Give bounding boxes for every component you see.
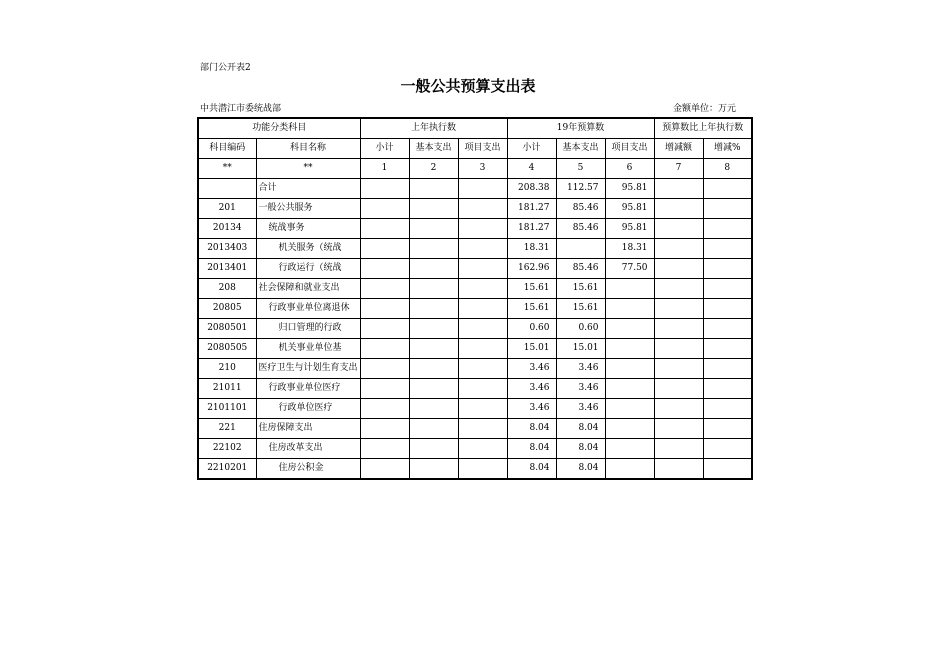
amount-cell xyxy=(654,339,703,359)
amount-cell xyxy=(605,399,654,419)
amount-cell: 85.46 xyxy=(556,259,605,279)
amount-cell: 208.38 xyxy=(507,179,556,199)
col-header: 基本支出 xyxy=(556,139,605,159)
group-header-row xyxy=(198,118,752,139)
table-row xyxy=(198,239,752,259)
table-row xyxy=(198,259,752,279)
amount-cell xyxy=(605,279,654,299)
amount-cell xyxy=(409,459,458,480)
amount-cell xyxy=(654,459,703,480)
amount-cell xyxy=(409,259,458,279)
amount-cell: 3.46 xyxy=(507,359,556,379)
amount-cell: 3.46 xyxy=(507,379,556,399)
amount-cell xyxy=(605,299,654,319)
amount-cell: 15.61 xyxy=(556,279,605,299)
amount-cell xyxy=(654,399,703,419)
amount-cell xyxy=(360,339,409,359)
subject-code: 2080501 xyxy=(198,319,256,339)
amount-cell xyxy=(360,179,409,199)
amount-cell xyxy=(458,359,507,379)
index-cell: 6 xyxy=(605,159,654,179)
subject-code: 20805 xyxy=(198,299,256,319)
col-header: 科目名称 xyxy=(256,139,360,159)
amount-cell: 112.57 xyxy=(556,179,605,199)
amount-cell: 8.04 xyxy=(507,459,556,480)
amount-cell xyxy=(654,439,703,459)
amount-cell xyxy=(360,439,409,459)
table-row xyxy=(198,359,752,379)
table-row xyxy=(198,439,752,459)
amount-cell xyxy=(654,379,703,399)
table-row xyxy=(198,399,752,419)
group-header-function: 功能分类科目 xyxy=(198,118,360,139)
col-header: 科目编码 xyxy=(198,139,256,159)
table-row xyxy=(198,419,752,439)
index-cell: 1 xyxy=(360,159,409,179)
index-cell: 2 xyxy=(409,159,458,179)
subject-code: 2080505 xyxy=(198,339,256,359)
index-cell: 7 xyxy=(654,159,703,179)
amount-cell: 77.50 xyxy=(605,259,654,279)
amount-cell: 181.27 xyxy=(507,219,556,239)
amount-cell xyxy=(703,459,752,480)
amount-cell xyxy=(605,439,654,459)
col-header: 项目支出 xyxy=(605,139,654,159)
amount-cell xyxy=(409,279,458,299)
subject-name: 一般公共服务 xyxy=(256,199,360,219)
amount-cell xyxy=(360,459,409,480)
table-row xyxy=(198,319,752,339)
amount-cell xyxy=(458,299,507,319)
group-header-change: 预算数比上年执行数 xyxy=(654,118,752,139)
amount-cell: 15.01 xyxy=(556,339,605,359)
subject-code: 2013401 xyxy=(198,259,256,279)
amount-cell xyxy=(605,339,654,359)
group-header-last-year: 上年执行数 xyxy=(360,118,507,139)
amount-cell: 181.27 xyxy=(507,199,556,219)
amount-cell xyxy=(654,419,703,439)
index-cell: ** xyxy=(256,159,360,179)
amount-cell xyxy=(703,419,752,439)
amount-cell: 15.61 xyxy=(507,279,556,299)
subject-name: 机关服务（统战 xyxy=(256,239,360,259)
subject-code: 2101101 xyxy=(198,399,256,419)
subject-name: 行政单位医疗 xyxy=(256,399,360,419)
amount-cell xyxy=(654,359,703,379)
amount-cell: 0.60 xyxy=(556,319,605,339)
amount-cell xyxy=(703,239,752,259)
amount-cell xyxy=(360,319,409,339)
amount-cell: 0.60 xyxy=(507,319,556,339)
amount-cell: 8.04 xyxy=(556,459,605,480)
amount-cell xyxy=(458,399,507,419)
table-row xyxy=(198,299,752,319)
subject-name: 行政运行（统战 xyxy=(256,259,360,279)
subject-code: 2013403 xyxy=(198,239,256,259)
amount-cell: 8.04 xyxy=(507,419,556,439)
amount-cell xyxy=(605,459,654,480)
amount-cell xyxy=(360,419,409,439)
col-header: 小计 xyxy=(507,139,556,159)
subject-name: 住房改革支出 xyxy=(256,439,360,459)
amount-cell xyxy=(409,199,458,219)
subject-code: 208 xyxy=(198,279,256,299)
amount-cell xyxy=(703,279,752,299)
amount-cell xyxy=(654,299,703,319)
amount-cell: 95.81 xyxy=(605,179,654,199)
table-row xyxy=(198,279,752,299)
amount-cell xyxy=(409,379,458,399)
amount-cell xyxy=(654,219,703,239)
index-cell: 8 xyxy=(703,159,752,179)
amount-cell: 18.31 xyxy=(605,239,654,259)
amount-cell xyxy=(409,179,458,199)
col-header: 增减% xyxy=(703,139,752,159)
amount-cell xyxy=(360,279,409,299)
subject-name: 社会保障和就业支出 xyxy=(256,279,360,299)
amount-cell xyxy=(605,319,654,339)
amount-cell xyxy=(654,279,703,299)
amount-cell: 3.46 xyxy=(556,379,605,399)
table-row xyxy=(198,339,752,359)
amount-cell xyxy=(458,179,507,199)
column-header-row xyxy=(198,139,752,159)
amount-cell xyxy=(458,199,507,219)
amount-cell xyxy=(458,439,507,459)
amount-cell xyxy=(605,359,654,379)
amount-cell: 15.01 xyxy=(507,339,556,359)
table-row xyxy=(198,179,752,199)
budget-table xyxy=(197,117,753,480)
amount-cell xyxy=(458,459,507,480)
organization-name: 中共潜江市委统战部 xyxy=(200,104,282,114)
amount-cell xyxy=(409,299,458,319)
amount-cell xyxy=(605,379,654,399)
amount-cell: 85.46 xyxy=(556,199,605,219)
amount-cell: 8.04 xyxy=(507,439,556,459)
index-cell: 5 xyxy=(556,159,605,179)
table-row xyxy=(198,219,752,239)
subject-code: 20134 xyxy=(198,219,256,239)
subject-name: 行政事业单位医疗 xyxy=(256,379,360,399)
amount-cell xyxy=(654,199,703,219)
amount-cell xyxy=(458,239,507,259)
amount-cell xyxy=(605,419,654,439)
subject-name: 归口管理的行政 xyxy=(256,319,360,339)
index-cell: 4 xyxy=(507,159,556,179)
amount-cell xyxy=(458,419,507,439)
subject-name: 机关事业单位基 xyxy=(256,339,360,359)
amount-cell xyxy=(360,259,409,279)
amount-cell xyxy=(703,439,752,459)
amount-cell xyxy=(360,299,409,319)
amount-cell xyxy=(360,199,409,219)
subject-name: 医疗卫生与计划生育支出 xyxy=(256,359,360,379)
col-header: 基本支出 xyxy=(409,139,458,159)
amount-cell xyxy=(654,239,703,259)
col-header: 小计 xyxy=(360,139,409,159)
group-header-budget: 19年预算数 xyxy=(507,118,654,139)
amount-cell: 95.81 xyxy=(605,219,654,239)
amount-cell xyxy=(703,379,752,399)
amount-cell xyxy=(654,319,703,339)
amount-cell xyxy=(409,439,458,459)
amount-cell: 85.46 xyxy=(556,219,605,239)
amount-cell: 162.96 xyxy=(507,259,556,279)
amount-cell xyxy=(703,179,752,199)
amount-cell xyxy=(360,359,409,379)
amount-cell: 3.46 xyxy=(556,359,605,379)
page-title: 一般公共预算支出表 xyxy=(400,77,536,95)
subject-code: 210 xyxy=(198,359,256,379)
amount-cell xyxy=(458,259,507,279)
subject-name: 行政事业单位离退休 xyxy=(256,299,360,319)
amount-cell xyxy=(556,239,605,259)
amount-cell xyxy=(703,319,752,339)
amount-cell: 8.04 xyxy=(556,439,605,459)
amount-cell: 8.04 xyxy=(556,419,605,439)
amount-cell: 3.46 xyxy=(507,399,556,419)
amount-cell xyxy=(654,259,703,279)
amount-cell: 3.46 xyxy=(556,399,605,419)
subject-code xyxy=(198,179,256,199)
amount-cell: 18.31 xyxy=(507,239,556,259)
amount-cell xyxy=(703,259,752,279)
amount-cell xyxy=(409,399,458,419)
subject-code: 201 xyxy=(198,199,256,219)
index-cell: ** xyxy=(198,159,256,179)
amount-cell xyxy=(654,179,703,199)
table-row xyxy=(198,459,752,480)
index-row xyxy=(198,159,752,179)
subject-name: 合计 xyxy=(256,179,360,199)
amount-cell xyxy=(458,319,507,339)
amount-cell xyxy=(458,279,507,299)
subject-code: 22102 xyxy=(198,439,256,459)
form-number: 部门公开表2 xyxy=(200,63,251,73)
amount-cell xyxy=(409,359,458,379)
amount-cell xyxy=(703,339,752,359)
amount-cell xyxy=(360,399,409,419)
amount-cell xyxy=(409,219,458,239)
amount-cell xyxy=(458,379,507,399)
amount-cell xyxy=(703,219,752,239)
subject-code: 221 xyxy=(198,419,256,439)
amount-cell xyxy=(360,379,409,399)
subject-name: 统战事务 xyxy=(256,219,360,239)
amount-cell xyxy=(703,399,752,419)
amount-cell xyxy=(360,239,409,259)
table-row xyxy=(198,379,752,399)
amount-cell xyxy=(703,199,752,219)
subject-name: 住房保障支出 xyxy=(256,419,360,439)
amount-cell xyxy=(458,339,507,359)
amount-cell xyxy=(360,219,409,239)
amount-cell xyxy=(409,339,458,359)
col-header: 增减额 xyxy=(654,139,703,159)
table-row xyxy=(198,199,752,219)
amount-cell xyxy=(458,219,507,239)
amount-cell xyxy=(703,359,752,379)
amount-unit: 金额单位：万元 xyxy=(672,104,736,114)
amount-cell xyxy=(703,299,752,319)
col-header: 项目支出 xyxy=(458,139,507,159)
subject-code: 2210201 xyxy=(198,459,256,480)
amount-cell xyxy=(409,319,458,339)
index-cell: 3 xyxy=(458,159,507,179)
amount-cell xyxy=(409,419,458,439)
subject-name: 住房公积金 xyxy=(256,459,360,480)
amount-cell xyxy=(409,239,458,259)
subject-code: 21011 xyxy=(198,379,256,399)
amount-cell: 15.61 xyxy=(556,299,605,319)
amount-cell: 95.81 xyxy=(605,199,654,219)
amount-cell: 15.61 xyxy=(507,299,556,319)
